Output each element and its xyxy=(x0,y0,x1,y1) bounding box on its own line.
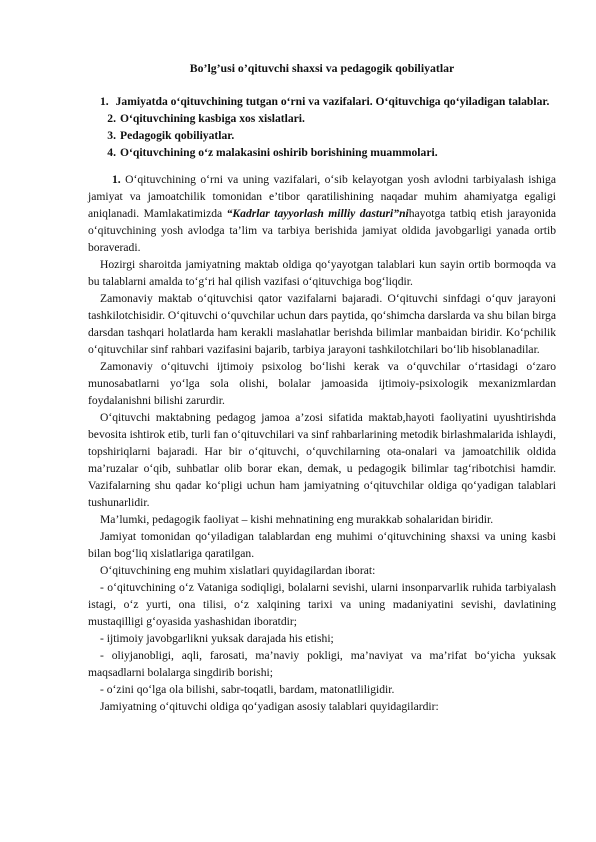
list-item: - ijtimoiy javobgarlikni yuksak darajada his etishi; xyxy=(100,632,334,645)
plan-item-number: 3. xyxy=(107,129,116,142)
paragraph: Zamonaviy o‘qituvchi ijtimoiy psixolog bo‘lishi kerak va o‘quvchilar o‘rtasidagi o‘zaro munosabatlarni yo‘lga sola olishi, bolalar jamoasida ijtimoiy-psixologik mexanizmlardan foydalanishni bilishi zarurdir. xyxy=(88,360,556,407)
document-page xyxy=(88,60,556,715)
plan-item-text: Jamiyatda o‘qituvchining tutgan o‘rni va vazifalari. O‘qituvchiga qo‘yiladigan talablar. xyxy=(115,95,550,108)
plan-item-1 xyxy=(88,93,556,110)
paragraph: Zamonaviy maktab o‘qituvchisi qator vazifalarni bajaradi. O‘qituvchi sinfdagi o‘quv jarayoni tashkilotchisidir. O‘qituvchi o‘quvchilar uchun dars paytida, qo‘shimcha darslarda va shu bilan birga darsdan tashqari holatlarda ham kerakli maslahatlar berishda bilimlar manbaidan biridir. Ko‘pchilik o‘qituvchilar sinf rahbari vazifasini bajarib, tarbiya jarayoni tashkilotchilari bo‘lib hisoblanadilar. xyxy=(88,292,556,356)
plan-item-3 xyxy=(88,127,556,144)
lecture-plan xyxy=(88,93,556,161)
plan-item-number: 1. xyxy=(100,95,109,108)
plan-item-text: O‘qituvchining kasbiga xos xislatlari. xyxy=(120,112,305,125)
paragraph: Ma’lumki, pedagogik faoliyat – kishi mehnatining eng murakkab sohalaridan biridir. xyxy=(100,513,494,526)
closing-paragraph: Jamiyatning o‘qituvchi oldiga qo‘yadigan asosiy talablari quyidagilardir: xyxy=(100,700,439,713)
section-text-before: O‘qituvchining o‘rni va uning vazifalari, o‘sib kelayotgan yosh avlodni tarbiyalash ishiga jamiyat va jamoatchilik tomonidan e’tibor qaratilishining naqadar muhim ahamiyatga egaligi aniqlanadi. Mamlakatimizda xyxy=(88,173,556,220)
paragraph: Jamiyat tomonidan qo‘yiladigan talablardan eng muhimi o‘qituvchining shaxsi va uning kasbi bilan bog‘liq xislatlariga qaratilgan. xyxy=(88,530,556,560)
section-number: 1. xyxy=(112,173,121,186)
section-text-after: hayotga tatbiq etish jarayonida o‘qituvchining yosh avlodga ta’lim va tarbiya berishida jamiyat oldida javobgarligi yanada ortib boraveradi. xyxy=(88,207,556,254)
plan-item-text: Pedagogik qobiliyatlar. xyxy=(120,129,235,142)
plan-item-4 xyxy=(88,144,556,161)
paragraph: O‘qituvchi maktabning pedagog jamoa a’zosi sifatida maktab,hayoti faoliyatini uyushtirishda bevosita ishtirok etib, turli fan o‘qituvchilari va sinf rahbarlarining metodik birlashmalarida ishlaydi, topshiriqlarni bajaradi. Har bir o‘qituvchi, o‘quvchilarning ota-onalari va jamoatchilik oldida ma’ruzalar o‘qib, suhbatlar olib borar ekan, demak, u pedagogik bilimlar tag‘ribotchisi hamdir. Vazifalarning shu qadar ko‘pligi uchun ham jamiyatning o‘qituvchilar oldiga qo‘yadigan talablari tushunarlidir. xyxy=(88,411,556,509)
plan-item-2 xyxy=(88,110,556,127)
plan-item-text: O‘qituvchining o‘z malakasini oshirib borishining muammolari. xyxy=(120,146,438,159)
plan-item-number: 4. xyxy=(107,146,116,159)
plan-item-number: 2. xyxy=(107,112,116,125)
list-item: - o‘zini qo‘lga ola bilishi, sabr-toqatli, bardam, matonatliligidir. xyxy=(100,683,395,696)
list-item: - oliyjanobligi, aqli, farosati, ma’naviy pokligi, ma’naviyat va ma’rifat bo‘yicha yuksak maqsadlarni bolalarga singdirib borishi; xyxy=(88,649,556,679)
program-title-emphasis: “Kadrlar tayyorlash milliy dasturi”ni xyxy=(226,207,409,220)
list-item: - o‘qituvchining o‘z Vataniga sodiqligi, bolalarni sevishi, ularni insonparvarlik ruhida tarbiyalash istagi, o‘z yurti, ona tilisi, o‘z xalqining tarixi va uning madaniyatini sevishi, davlatining mustaqilligi g‘oyasida yashashidan iboratdir; xyxy=(88,581,556,628)
paragraph: O‘qituvchining eng muhim xislatlari quyidagilardan iborat: xyxy=(100,564,376,577)
section-1-paragraph xyxy=(88,171,556,256)
page-title: Bo’lg’usi o’qituvchi shaxsi va pedagogik qobiliyatlar xyxy=(189,61,455,75)
paragraph: Hozirgi sharoitda jamiyatning maktab oldiga qo‘yayotgan talablari kun sayin ortib bormoqda va bu talablarni amalda to‘g‘ri hal qilish vazifasi o‘qituvchiga bog‘liqdir. xyxy=(88,258,556,288)
